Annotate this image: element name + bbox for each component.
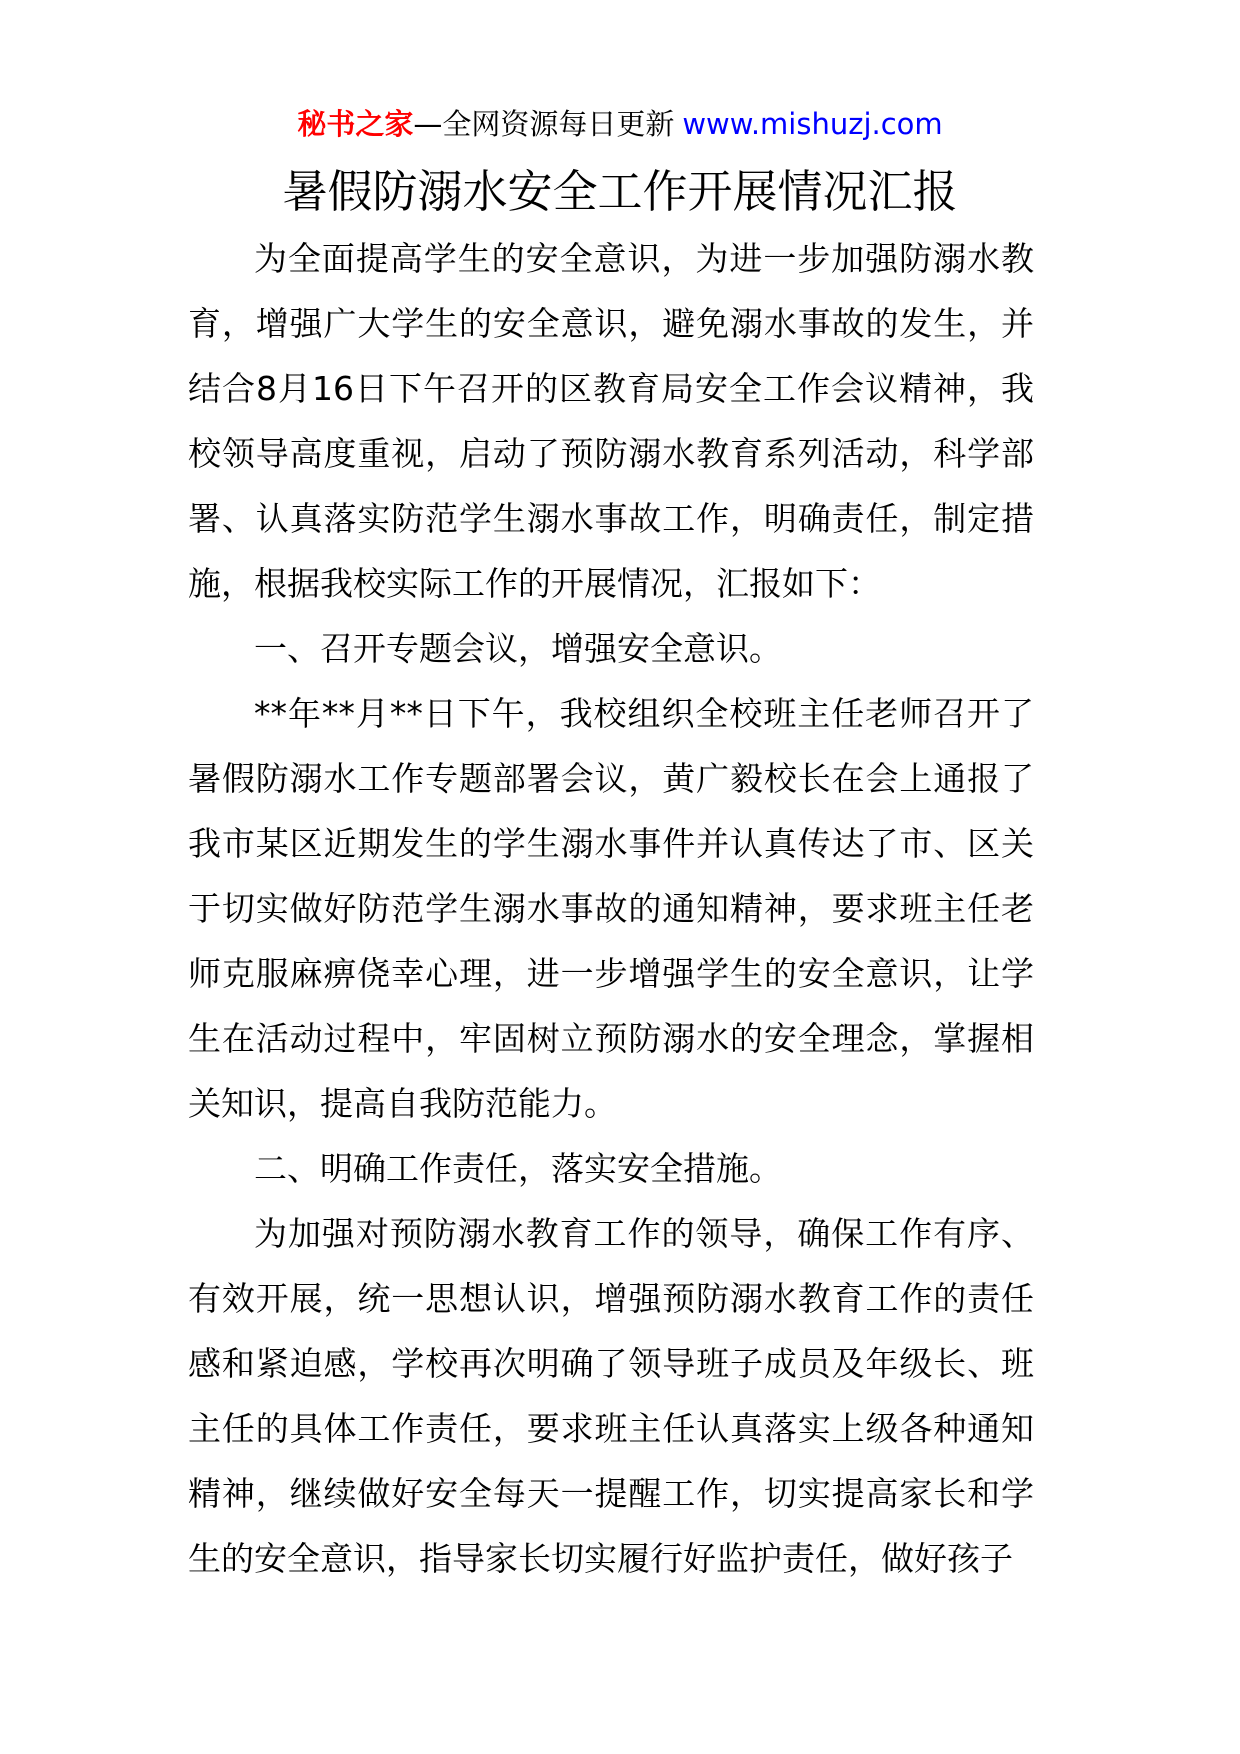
document-body (188, 226, 1034, 1591)
site-url-link[interactable]: www.mishuzj.com (682, 107, 943, 141)
section-heading-2: 二、明确工作责任，落实安全措施。 (254, 1149, 782, 1188)
document-title: 暑假防溺水安全工作开展情况汇报 (282, 165, 958, 218)
section-heading-1: 一、召开专题会议，增强安全意识。 (254, 629, 782, 668)
section-1-paragraph: **年**月**日下午，我校组织全校班主任老师召开了暑假防溺水工作专题部署会议，黄广毅校长在会上通报了我市某区近期发生的学生溺水事件并认真传达了市、区关于切实做好防范学生溺水事故的通知精神，要求班主任老师克服麻痹侥幸心理，进一步增强学生的安全意识，让学生在活动过程中，牢固树立预防溺水的安全理念，掌握相关知识，提高自我防范能力。 (188, 694, 1034, 1123)
intro-paragraph: 为全面提高学生的安全意识，为进一步加强防溺水教育，增强广大学生的安全意识，避免溺水事故的发生，并结合8月16日下午召开的区教育局安全工作会议精神，我校领导高度重视，启动了预防溺水教育系列活动，科学部署、认真落实防范学生溺水事故工作，明确责任，制定措施，根据我校实际工作的开展情况，汇报如下： (188, 239, 1034, 603)
header-slogan: —全网资源每日更新 (413, 107, 675, 141)
site-header (0, 102, 1240, 146)
brand-name: 秘书之家 (297, 107, 414, 141)
section-2-paragraph: 为加强对预防溺水教育工作的领导，确保工作有序、有效开展，统一思想认识，增强预防溺水教育工作的责任感和紧迫感，学校再次明确了领导班子成员及年级长、班主任的具体工作责任，要求班主任认真落实上级各种通知精神，继续做好安全每天一提醒工作，切实提高家长和学生的安全意识，指导家长切实履行好监护责任，做好孩子 (188, 1214, 1034, 1578)
